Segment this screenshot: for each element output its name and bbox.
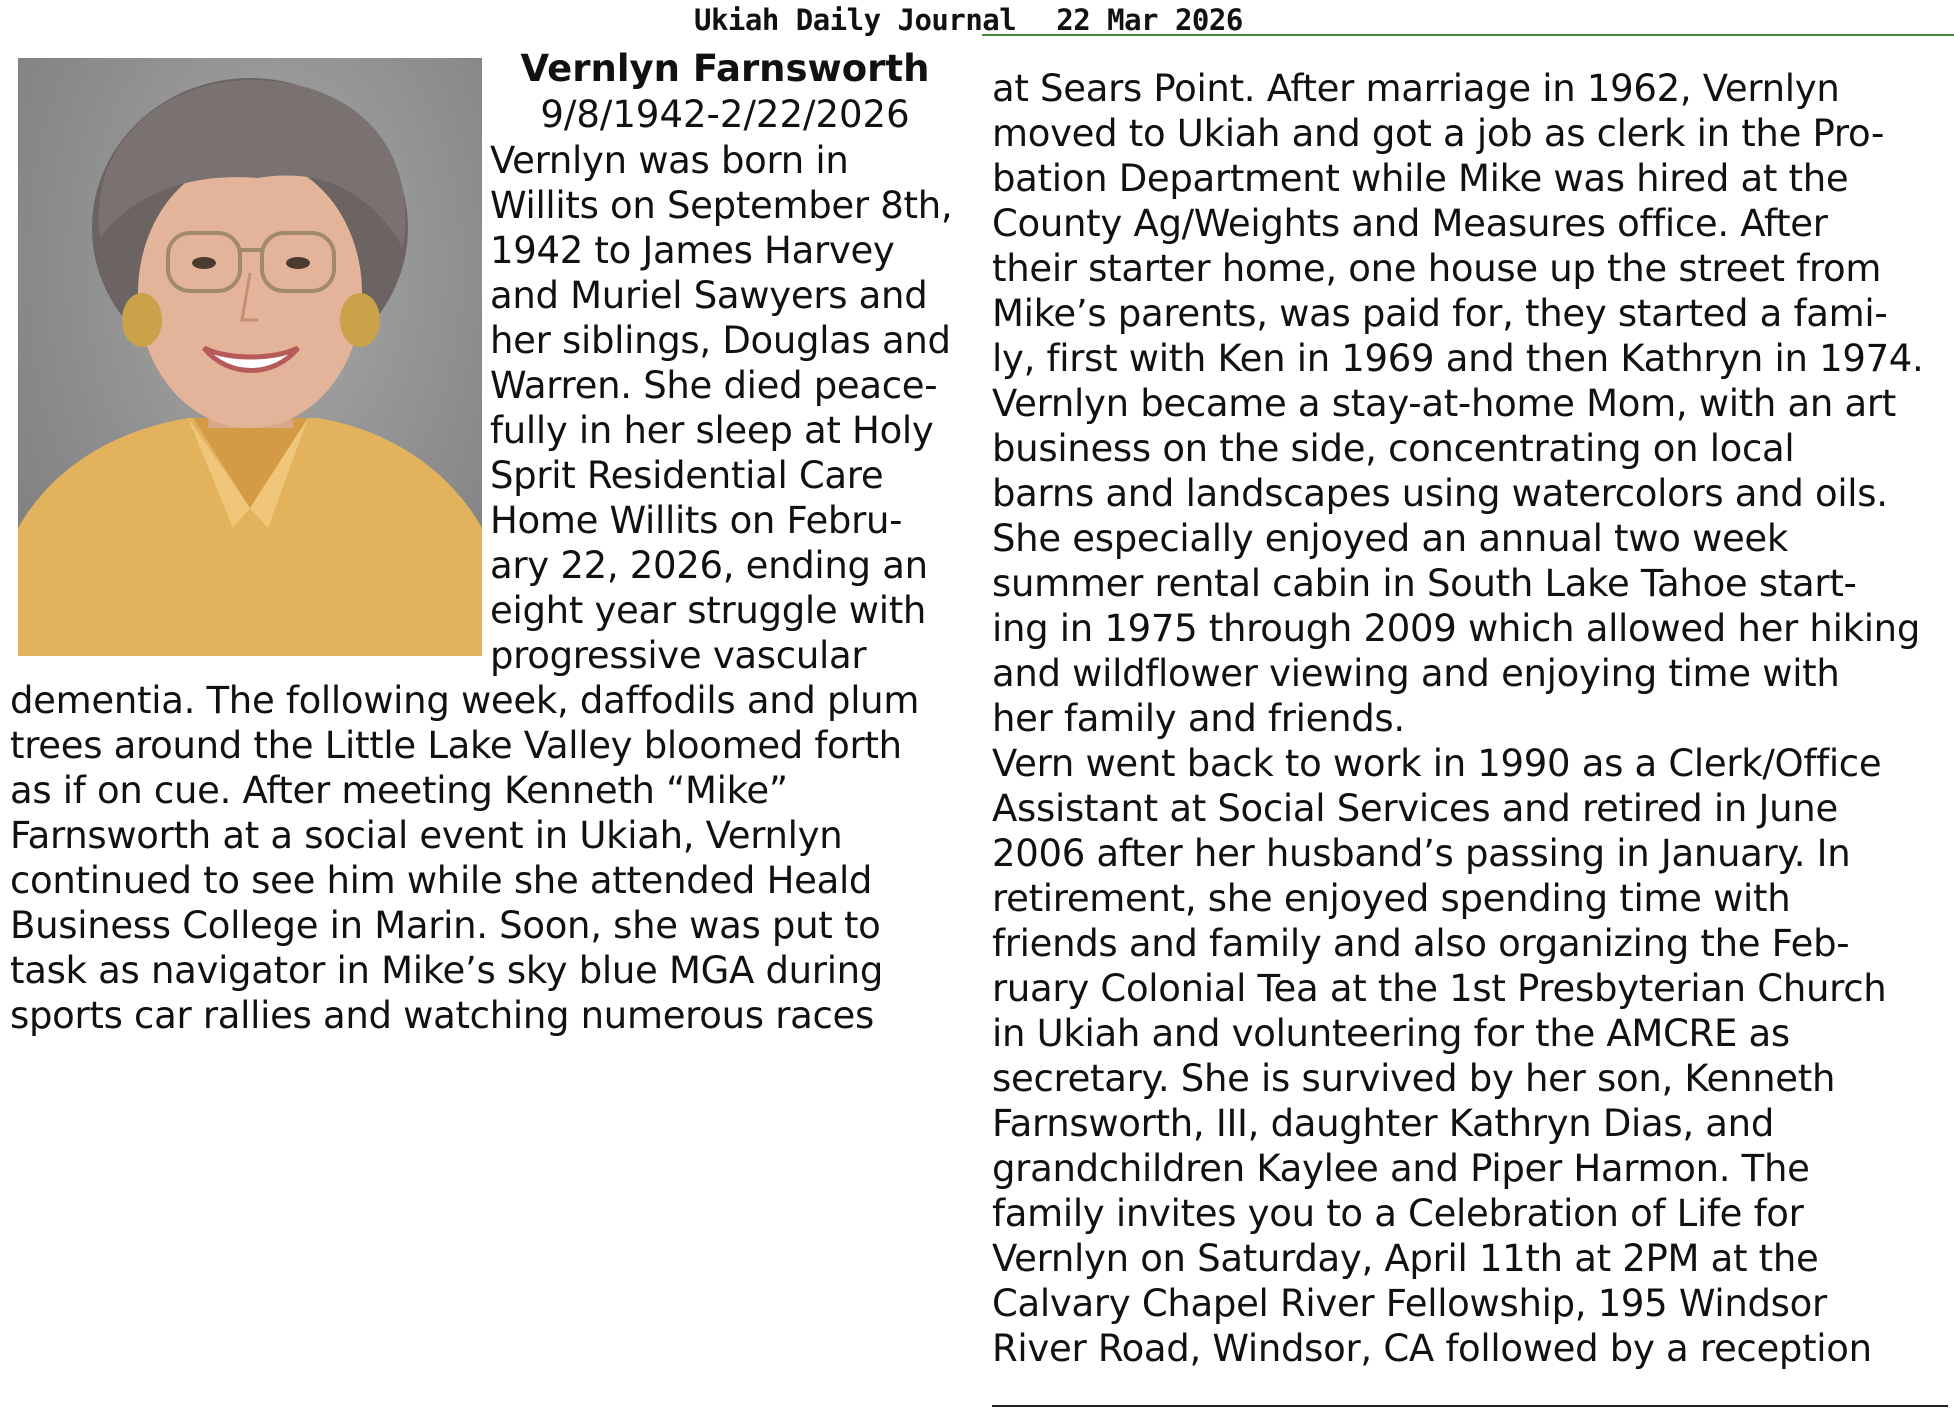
body-line: secretary. She is survived by her son, Kenneth (992, 1057, 1836, 1100)
body-line: retirement, she enjoyed spending time with (992, 877, 1791, 920)
body-line: Vern went back to work in 1990 as a Clerk/Office (992, 742, 1882, 785)
body-line: 2006 after her husband’s passing in January. In (992, 832, 1851, 875)
body-line: task as navigator in Mike’s sky blue MGA during (10, 949, 884, 992)
body-line: Willits on September 8th, (490, 184, 953, 227)
body-line: ly, first with Ken in 1969 and then Kathryn in 1974. (992, 337, 1924, 380)
body-line: 1942 to James Harvey (490, 229, 895, 272)
body-line: sports car rallies and watching numerous races (10, 994, 874, 1037)
obituary-name: Vernlyn Farnsworth (520, 47, 930, 90)
body-line: at Sears Point. After marriage in 1962, Vernlyn (992, 67, 1840, 110)
body-line: barns and landscapes using watercolors and oils. (992, 472, 1888, 515)
portrait-photo (18, 58, 482, 656)
body-line: friends and family and also organizing the Feb- (992, 922, 1850, 965)
body-line: eight year struggle with (490, 589, 927, 632)
body-line: Mike’s parents, was paid for, they started a fami- (992, 292, 1888, 335)
body-line: Home Willits on Febru- (490, 499, 903, 542)
body-line: ary 22, 2026, ending an (490, 544, 928, 587)
footer-rule (992, 1405, 1948, 1407)
body-line: ing in 1975 through 2009 which allowed her hiking (992, 607, 1921, 650)
publication-name: Ukiah Daily Journal (694, 3, 1017, 37)
body-line: summer rental cabin in South Lake Tahoe start- (992, 562, 1857, 605)
body-line: Vernlyn on Saturday, April 11th at 2PM at the (992, 1237, 1819, 1280)
body-line: Vernlyn became a stay-at-home Mom, with an art (992, 382, 1896, 425)
masthead (694, 2, 1243, 38)
body-line: County Ag/Weights and Measures office. After (992, 202, 1828, 245)
body-line: continued to see him while she attended Heald (10, 859, 873, 902)
body-line: Business College in Marin. Soon, she was put to (10, 904, 881, 947)
obituary-dates: 9/8/1942-2/22/2026 (540, 93, 910, 136)
header-rule (982, 34, 1954, 36)
portrait-illustration (18, 58, 482, 656)
body-line: She especially enjoyed an annual two week (992, 517, 1789, 560)
body-line: in Ukiah and volunteering for the AMCRE as (992, 1012, 1790, 1055)
body-line: ruary Colonial Tea at the 1st Presbyterian Church (992, 967, 1887, 1010)
body-line: as if on cue. After meeting Kenneth “Mike” (10, 769, 788, 812)
body-line: and wildflower viewing and enjoying time with (992, 652, 1840, 695)
body-line: progressive vascular (490, 634, 867, 677)
body-line: Warren. She died peace- (490, 364, 938, 407)
body-line: fully in her sleep at Holy (490, 409, 934, 452)
body-line: Farnsworth at a social event in Ukiah, Vernlyn (10, 814, 843, 857)
body-line: her siblings, Douglas and (490, 319, 951, 362)
body-line: Assistant at Social Services and retired in June (992, 787, 1838, 830)
body-line: bation Department while Mike was hired at the (992, 157, 1849, 200)
body-line: Vernlyn was born in (490, 139, 849, 182)
body-line: dementia. The following week, daffodils and plum (10, 679, 920, 722)
body-line: family invites you to a Celebration of Life for (992, 1192, 1804, 1235)
body-line: Sprit Residential Care (490, 454, 884, 497)
body-line: trees around the Little Lake Valley bloomed forth (10, 724, 902, 767)
publication-date: 22 Mar 2026 (1056, 3, 1243, 37)
body-line: moved to Ukiah and got a job as clerk in the Pro- (992, 112, 1885, 155)
body-line: business on the side, concentrating on local (992, 427, 1795, 470)
body-line: grandchildren Kaylee and Piper Harmon. The (992, 1147, 1810, 1190)
body-line: Calvary Chapel River Fellowship, 195 Windsor (992, 1282, 1827, 1325)
body-line: River Road, Windsor, CA followed by a reception (992, 1327, 1872, 1370)
body-line: their starter home, one house up the street from (992, 247, 1882, 290)
body-line: her family and friends. (992, 697, 1405, 740)
body-line: and Muriel Sawyers and (490, 274, 928, 317)
body-line: Farnsworth, III, daughter Kathryn Dias, and (992, 1102, 1775, 1145)
